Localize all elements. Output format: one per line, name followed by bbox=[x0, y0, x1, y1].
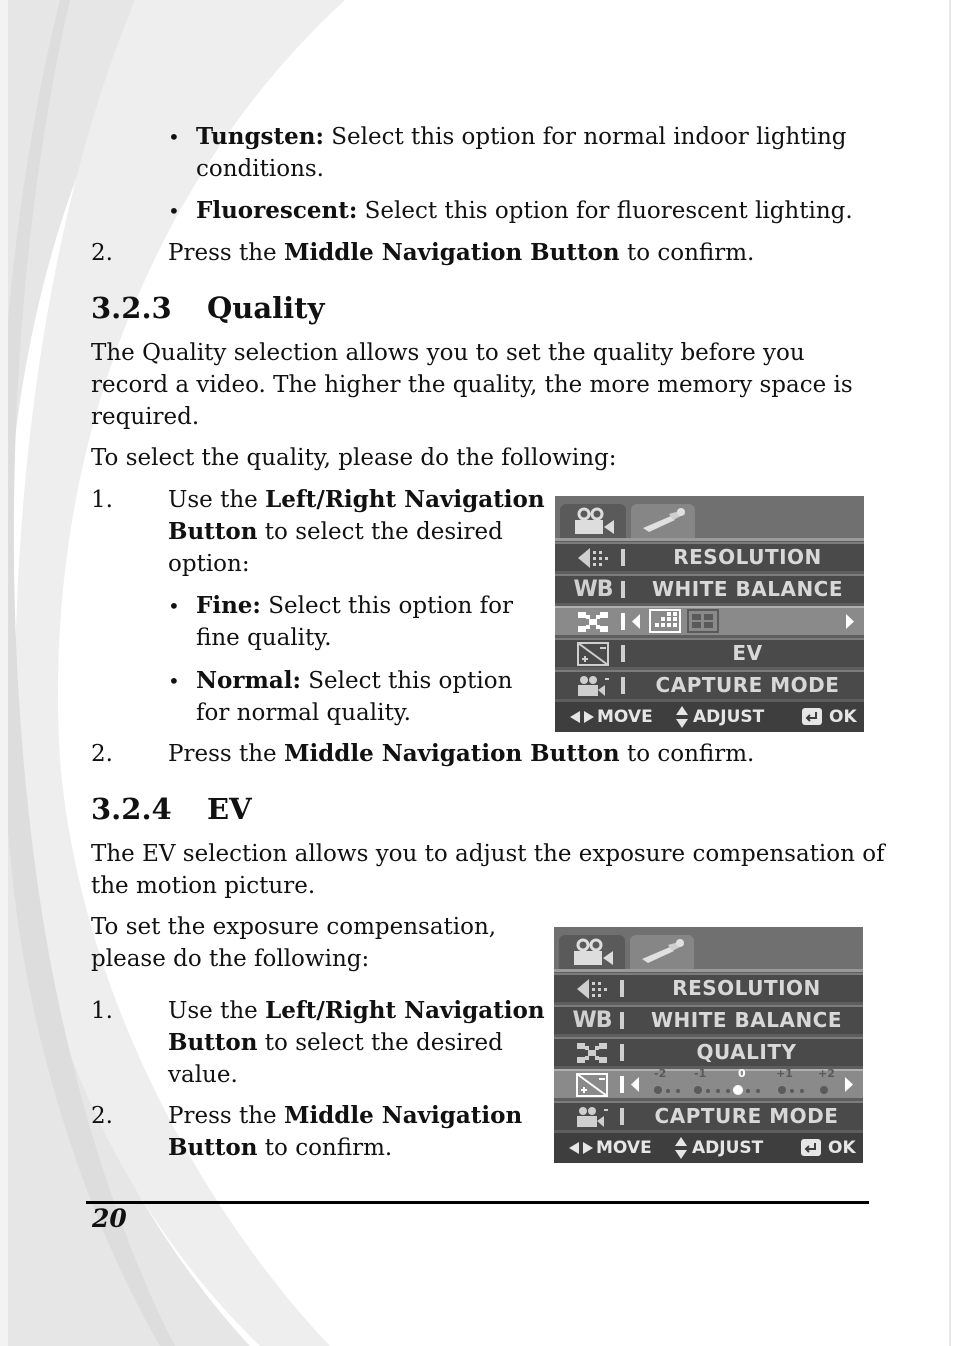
menu-row-ev-selected bbox=[554, 1069, 863, 1098]
menu-row-label: RESOLUTION bbox=[673, 545, 822, 569]
enter-key-icon bbox=[801, 707, 823, 726]
ev-lead-line: To set the exposure compensation, bbox=[91, 914, 497, 940]
wrench-screwdriver-icon bbox=[630, 935, 694, 969]
resolution-icon bbox=[574, 977, 610, 1000]
ev-step1-line: Use the Left/Right Navigation bbox=[168, 997, 545, 1024]
step-number: 1. bbox=[91, 487, 113, 513]
bullet-dot: • bbox=[168, 594, 180, 618]
bullet-dot: • bbox=[168, 199, 180, 223]
quality-intro-line: required. bbox=[91, 404, 200, 430]
white-balance-icon: WB bbox=[572, 1008, 612, 1033]
quality-menu-screenshot bbox=[555, 496, 864, 732]
menu-row-label: RESOLUTION bbox=[672, 976, 821, 1000]
ev-step1-line: value. bbox=[168, 1062, 238, 1088]
tab-video bbox=[560, 504, 626, 538]
menu-row-white-balance bbox=[555, 574, 864, 603]
bullet-fine: Fine: Select this option for bbox=[196, 592, 514, 619]
menu-tabs bbox=[555, 496, 864, 538]
footer-ok-label: OK bbox=[829, 707, 857, 727]
menu-row-label: CAPTURE MODE bbox=[654, 1104, 839, 1128]
step-number: 1. bbox=[91, 998, 113, 1024]
menu-row-quality bbox=[554, 1037, 863, 1066]
menu-footer bbox=[554, 1133, 863, 1163]
arrow-right-icon bbox=[844, 1076, 854, 1093]
step-number: 2. bbox=[91, 240, 113, 266]
ev-scale-label: 0 bbox=[738, 1067, 746, 1080]
quality-icon bbox=[575, 610, 611, 633]
menu-row-capture-mode bbox=[554, 1101, 863, 1130]
menu-row-quality-selected bbox=[555, 606, 864, 635]
bullet-normal-cont: for normal quality. bbox=[196, 700, 411, 726]
menu-row-label: QUALITY bbox=[696, 1040, 797, 1064]
ev-menu-screenshot bbox=[554, 927, 863, 1163]
bullet-fine-cont: fine quality. bbox=[196, 625, 332, 651]
capture-mode-icon bbox=[575, 674, 611, 697]
menu-row-label: WHITE BALANCE bbox=[650, 1008, 843, 1032]
tab-setup bbox=[630, 935, 694, 969]
video-camera-icon bbox=[560, 504, 626, 538]
capture-mode-icon bbox=[574, 1105, 610, 1128]
quality-icon bbox=[574, 1041, 610, 1064]
menu-row-label: CAPTURE MODE bbox=[655, 673, 840, 697]
menu-row-white-balance bbox=[554, 1005, 863, 1034]
menu-row-ev bbox=[555, 638, 864, 667]
quality-step1-line: Use the Left/Right Navigation bbox=[168, 486, 545, 513]
ev-scale-label: +1 bbox=[776, 1067, 793, 1080]
quality-lead: To select the quality, please do the following: bbox=[91, 445, 617, 471]
section-title-quality: Quality bbox=[207, 291, 325, 325]
left-right-arrows-icon bbox=[569, 710, 595, 724]
bullet-dot: • bbox=[168, 125, 180, 149]
ev-scale-label: -2 bbox=[654, 1067, 667, 1080]
bullet-normal: Normal: Select this option bbox=[196, 667, 513, 694]
quality-intro-line: The Quality selection allows you to set the quality before you bbox=[91, 340, 805, 366]
section-number-quality: 3.2.3 bbox=[91, 291, 172, 325]
quality-intro-line: record a video. The higher the quality, the more memory space is bbox=[91, 372, 853, 398]
ev-step1-line: Button to select the desired bbox=[168, 1029, 503, 1056]
footer-rule bbox=[86, 1201, 869, 1204]
footer-move-label: MOVE bbox=[596, 1138, 652, 1158]
footer-adjust-label: ADJUST bbox=[693, 707, 765, 727]
step-number: 2. bbox=[91, 741, 113, 767]
section-number-ev: 3.2.4 bbox=[91, 792, 172, 826]
footer-move-label: MOVE bbox=[597, 707, 653, 727]
footer-adjust-label: ADJUST bbox=[692, 1138, 764, 1158]
arrow-right-icon bbox=[845, 613, 855, 630]
ev-step2-line: Button to confirm. bbox=[168, 1134, 393, 1161]
enter-key-icon bbox=[800, 1138, 822, 1157]
ev-icon bbox=[574, 1073, 610, 1096]
menu-row-resolution bbox=[554, 973, 863, 1002]
tab-video bbox=[559, 935, 625, 969]
step-number: 2. bbox=[91, 1103, 113, 1129]
tab-setup bbox=[631, 504, 695, 538]
video-camera-icon bbox=[559, 935, 625, 969]
ev-scale-label: +2 bbox=[818, 1067, 835, 1080]
bullet-fluorescent: Fluorescent: Select this option for fluorescent lighting. bbox=[196, 197, 853, 224]
ev-scale-label: -1 bbox=[694, 1067, 707, 1080]
quality-step1-line: Button to select the desired bbox=[168, 518, 503, 545]
menu-row-resolution bbox=[555, 542, 864, 571]
bullet-dot: • bbox=[168, 669, 180, 693]
left-right-arrows-icon bbox=[568, 1141, 594, 1155]
bullet-tungsten-cont: conditions. bbox=[196, 156, 324, 182]
menu-row-label: WHITE BALANCE bbox=[651, 577, 844, 601]
step-confirm: Press the Middle Navigation Button to confirm. bbox=[168, 239, 755, 266]
ev-step2-line: Press the Middle Navigation bbox=[168, 1102, 523, 1129]
arrow-left-icon bbox=[630, 1076, 640, 1093]
ev-lead-line: please do the following: bbox=[91, 946, 370, 972]
bullet-tungsten: Tungsten: Select this option for normal indoor lighting bbox=[196, 123, 847, 150]
quality-step2: Press the Middle Navigation Button to confirm. bbox=[168, 740, 755, 767]
up-down-arrows-icon bbox=[675, 705, 689, 729]
quality-step1-line: option: bbox=[168, 551, 250, 577]
section-title-ev: EV bbox=[207, 792, 252, 826]
menu-footer bbox=[555, 702, 864, 732]
normal-quality-icon bbox=[687, 609, 719, 633]
arrow-left-icon bbox=[631, 613, 641, 630]
up-down-arrows-icon bbox=[674, 1136, 688, 1160]
footer-ok-label: OK bbox=[828, 1138, 856, 1158]
ev-icon bbox=[575, 642, 611, 665]
menu-row-label: EV bbox=[732, 641, 763, 665]
menu-row-capture-mode bbox=[555, 670, 864, 699]
wrench-screwdriver-icon bbox=[631, 504, 695, 538]
fine-quality-icon bbox=[649, 609, 681, 633]
resolution-icon bbox=[575, 546, 611, 569]
white-balance-icon: WB bbox=[573, 577, 613, 602]
ev-intro-line: the motion picture. bbox=[91, 873, 316, 899]
page-number: 20 bbox=[92, 1204, 127, 1233]
ev-intro-line: The EV selection allows you to adjust the exposure compensation of bbox=[91, 841, 885, 867]
menu-tabs bbox=[554, 927, 863, 969]
